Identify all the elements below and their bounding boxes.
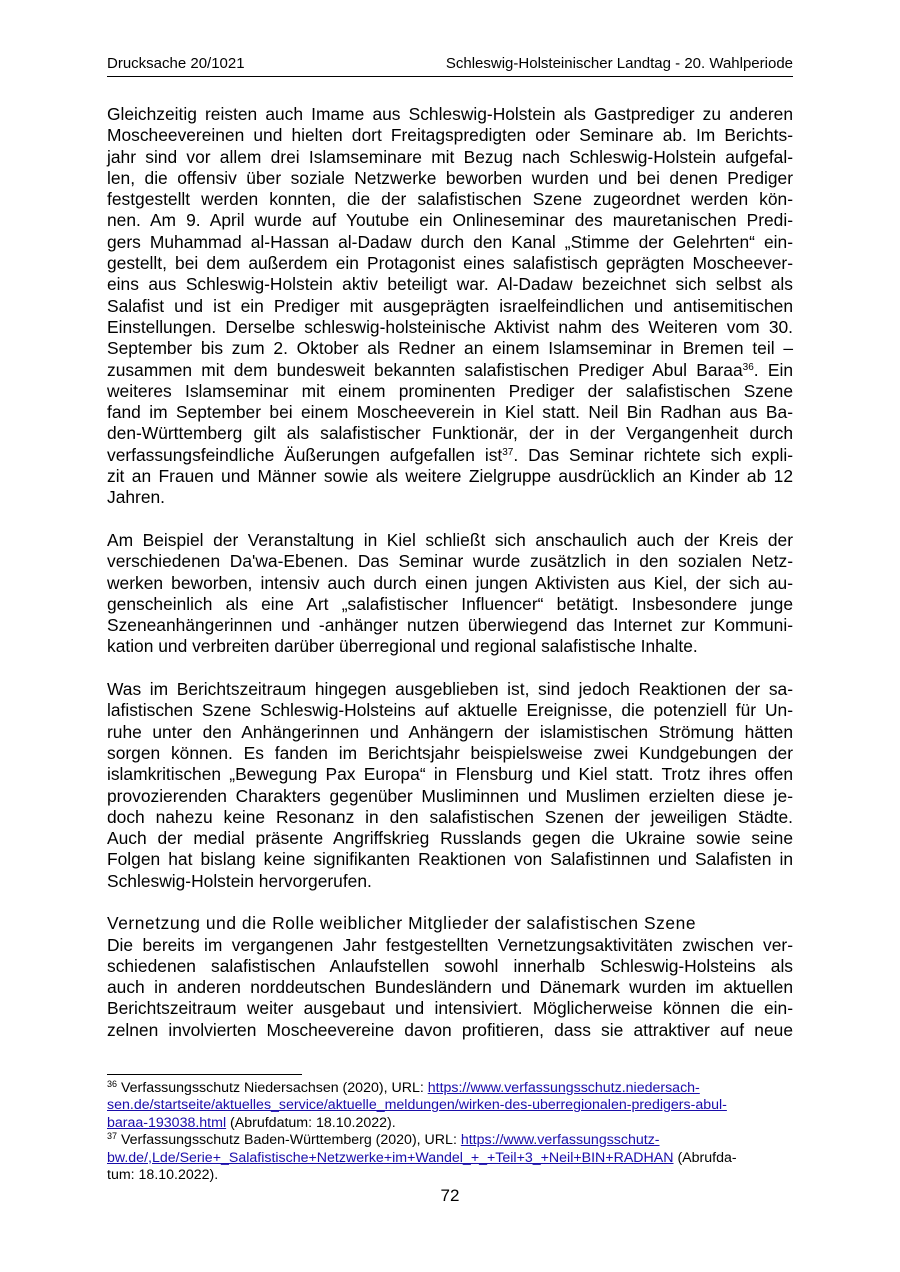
paragraph-1 [107, 104, 793, 509]
text-line: Salafist und ist ein Prediger mit ausgeprägten israelfeindlichen und antisemitischen [107, 295, 793, 316]
text-line: Einstellungen. Derselbe schleswig-holsteinische Aktivist nahm des Weiteren vom 30. [107, 316, 793, 337]
text-line: schiedenen salafistischen Anlaufstellen sowohl innerhalb Schleswig-Holsteins als [107, 955, 793, 976]
text-line: provozierenden Charakters gegenüber Musliminnen und Muslimen erzielten diese je- [107, 785, 793, 806]
footnote-text: Verfassungsschutz Baden-Württemberg (2020), URL: [117, 1132, 461, 1149]
footnotes [107, 1080, 793, 1184]
footnote-text: Verfassungsschutz Niedersachsen (2020), URL: [117, 1080, 428, 1096]
page-number: 72 [440, 1186, 460, 1205]
section-heading: Vernetzung und die Rolle weiblicher Mitglieder der salafistischen Szene [107, 913, 697, 934]
text-line: Schleswig-Holstein hervorgerufen. [107, 870, 372, 891]
footnote-ref-36[interactable]: 36 [742, 361, 754, 373]
paragraph-gap [107, 658, 793, 679]
footnote-line [107, 1150, 793, 1167]
footnote-number: 36 [107, 1079, 118, 1089]
footnote-link[interactable]: https://www.verfassungsschutz- [460, 1132, 660, 1149]
text-line: kation und verbreiten darüber überregional und regional salafistische Inhalte. [107, 636, 698, 657]
text-line: Am Beispiel der Veranstaltung in Kiel schließt sich anschaulich auch der Kreis der [107, 529, 793, 550]
text-line: Szeneanhängerinnen und -anhänger nutzen überwiegend das Internet zur Kommuni- [107, 615, 793, 636]
text-line: auch in anderen norddeutschen Bundesländern und Dänemark wurden im aktuellen [107, 977, 793, 998]
footnote-36 [107, 1080, 793, 1132]
footnote-divider [107, 1074, 302, 1075]
text-line: ruhe unter den Anhängerinnen und Anhängern der islamistischen Strömung hätten [107, 721, 793, 742]
section-networking [107, 913, 793, 1041]
text-line: len, die offensiv über soziale Netzwerke beworben wurden und bei denen Prediger [107, 167, 793, 188]
text-line: eins aus Schleswig-Holstein aktiv beteiligt war. Al-Dadaw bezeichnet sich selbst als [107, 274, 793, 295]
text-line: Folgen hat bislang keine signifikanten Reaktionen von Salafistinnen und Salafisten in [107, 849, 793, 870]
text-line: werken beworben, intensiv auch durch einen jungen Aktivisten aus Kiel, der sich au- [107, 572, 793, 593]
footnote-number: 37 [107, 1131, 118, 1142]
text-line: lafistischen Szene Schleswig-Holsteins auf aktuelle Ereignisse, die potenziell für Un- [107, 700, 793, 721]
text-run: . Das Seminar richtete sich expli- [513, 444, 793, 465]
parliament-title: Schleswig-Holsteinischer Landtag - 20. Wahlperiode [445, 55, 793, 72]
footnote-line: tum: 18.10.2022). [107, 1166, 219, 1183]
text-line: gers Muhammad al-Hassan al-Dadaw durch den Kanal „Stimme der Gelehrten“ ein- [107, 231, 793, 252]
main-text [107, 104, 793, 1041]
footnote-link[interactable]: https://www.verfassungsschutz.niedersach- [427, 1080, 700, 1096]
text-line: verschiedenen Da'wa-Ebenen. Das Seminar wurde zusätzlich in den sozialen Netz- [107, 551, 793, 572]
footnote-link[interactable]: baraa-193038.html [107, 1114, 227, 1131]
text-line: weiteres Islamseminar mit einem prominenten Prediger der salafistischen Szene [107, 380, 793, 401]
text-line [107, 360, 793, 381]
footnote-line [107, 1080, 793, 1097]
text-line: Berichtszeitraum weiter ausgebaut und intensiviert. Möglicherweise können die ein- [107, 998, 793, 1019]
footnote-text: (Abrufdatum: 18.10.2022). [226, 1114, 396, 1131]
text-line [107, 445, 793, 466]
footnote-link[interactable]: sen.de/startseite/aktuelles_service/aktuelle_meldungen/wirken-des-uberregionalen-predigers-abul- [107, 1097, 727, 1114]
paragraph-3 [107, 679, 793, 892]
text-line: Die bereits im vergangenen Jahr festgestellten Vernetzungsaktivitäten zwischen ver- [107, 934, 793, 955]
text-line: islamkritischen „Bewegung Pax Europa“ in Flensburg und Kiel statt. Trotz ihres offen [107, 764, 793, 785]
text-line: Was im Berichtszeitraum hingegen ausgeblieben ist, sind jedoch Reaktionen der sa- [107, 679, 793, 700]
text-line: den-Württemberg gilt als salafistischer Funktionär, der in der Vergangenheit durch [107, 423, 793, 444]
text-line: festgestellt werden konnten, die der salafistischen Szene zugeordnet werden kön- [107, 189, 793, 210]
text-line: Gleichzeitig reisten auch Imame aus Schleswig-Holstein als Gastprediger zu anderen [107, 104, 793, 124]
paragraph-gap [107, 509, 793, 530]
text-line: nen. Am 9. April wurde auf Youtube ein Onlineseminar des mauretanischen Predi- [107, 210, 793, 231]
text-line: sorgen können. Es fanden im Berichtsjahr beispielsweise zwei Kundgebungen der [107, 742, 793, 763]
text-line: Moscheevereinen und hielten dort Freitagspredigten oder Seminare ab. Im Berichts- [107, 125, 793, 146]
text-line: fand im September bei einem Moscheeverein in Kiel statt. Neil Bin Radhan aus Ba- [107, 402, 793, 423]
text-line: Auch der medial präsente Angriffskrieg Russlands gegen die Ukraine sowie seine [107, 828, 793, 849]
footnote-link[interactable]: bw.de/,Lde/Serie+_Salafistische+Netzwerke+im+Wandel_+_+Teil+3_+Neil+BIN+RADHAN [107, 1149, 674, 1166]
page-header [107, 54, 793, 77]
footnote-line [107, 1115, 793, 1132]
text-line: zelnen involvierten Moscheevereine davon profitieren, dass sie attraktiver auf neue [107, 1019, 793, 1040]
text-line: Jahren. [107, 487, 166, 508]
text-line: genscheinlich als eine Art „salafistischer Influencer“ betätigt. Insbesondere junge [107, 593, 793, 614]
footnote-37 [107, 1132, 793, 1184]
footnote-line [107, 1132, 793, 1149]
footnote-ref-37[interactable]: 37 [502, 446, 514, 458]
text-run: . Ein [753, 359, 793, 380]
text-run: verfassungsfeindliche Äußerungen aufgefallen ist [107, 444, 503, 465]
text-line: doch nahezu keine Resonanz in den salafistischen Szenen der jeweiligen Städte. [107, 806, 793, 827]
footnote-text: (Abrufda- [673, 1149, 737, 1166]
text-line: gestellt, bei dem außerdem ein Protagonist eines salafistisch geprägten Moscheever- [107, 253, 793, 274]
paragraph-gap [107, 892, 793, 913]
document-number: Drucksache 20/1021 [107, 55, 245, 72]
text-line: zit an Frauen und Männer sowie als weitere Zielgruppe ausdrücklich an Kinder ab 12 [107, 466, 793, 487]
text-line: jahr sind vor allem drei Islamseminare mit Bezug nach Schleswig-Holstein aufgefal- [107, 146, 793, 167]
text-run: zusammen mit dem bundesweit bekannten salafistischen Prediger Abul Baraa [107, 359, 743, 380]
footnote-line [107, 1097, 793, 1114]
paragraph-2 [107, 530, 793, 658]
text-line: September bis zum 2. Oktober als Redner an einem Islamseminar in Bremen teil – [107, 338, 793, 359]
